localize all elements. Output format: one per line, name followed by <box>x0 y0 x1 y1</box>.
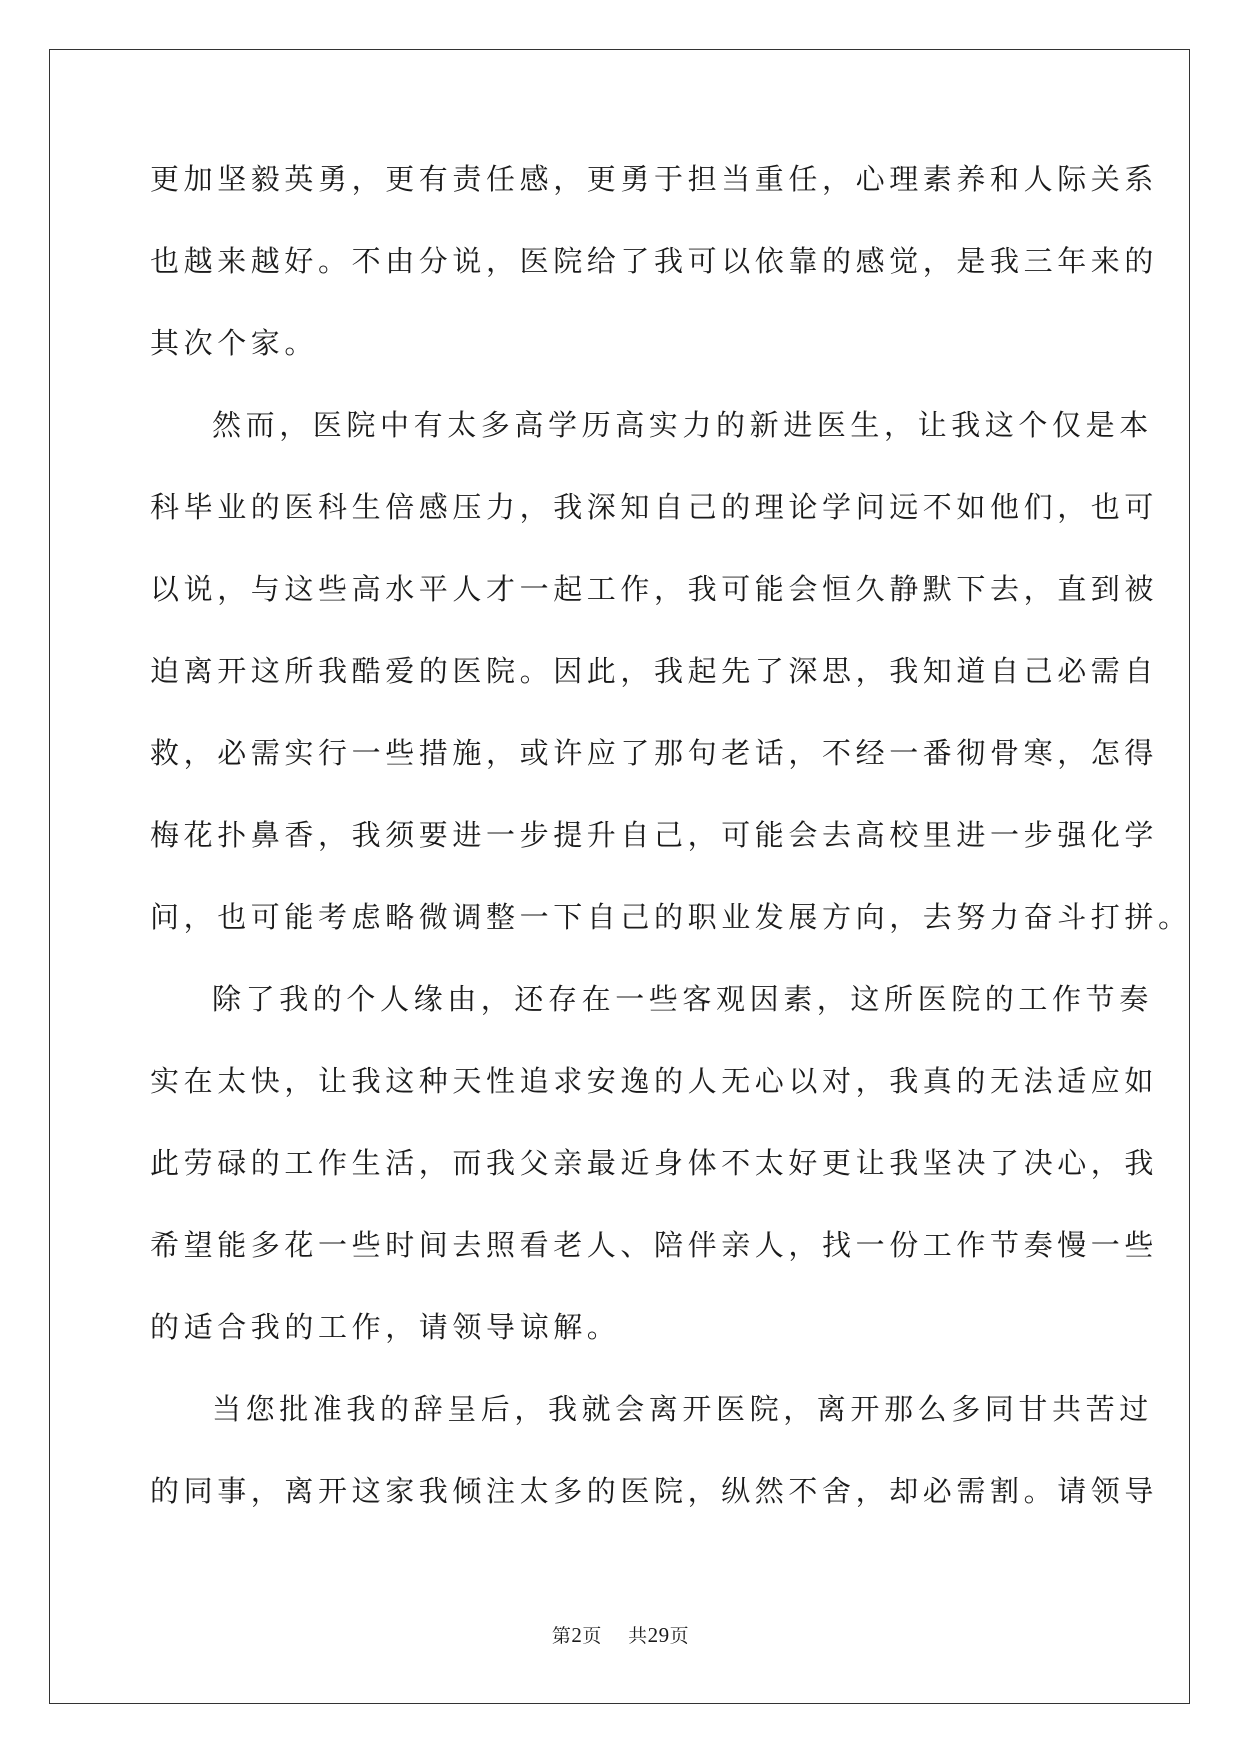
text-line: 以说，与这些高水平人才一起工作，我可能会恒久静默下去，直到被 <box>150 572 1159 606</box>
page-footer <box>0 1621 1241 1648</box>
text-line: 此劳碌的工作生活，而我父亲最近身体不太好更让我坚决了决心，我 <box>150 1146 1159 1180</box>
page-suffix: 页 <box>582 1625 602 1647</box>
text-line: 科毕业的医科生倍感压力，我深知自己的理论学问远不如他们，也可 <box>150 490 1159 524</box>
total-pages-number: 29 <box>647 1623 670 1647</box>
text-line: 问，也可能考虑略微调整一下自己的职业发展方向，去努力奋斗打拼。 <box>150 900 1192 934</box>
text-line: 的同事，离开这家我倾注太多的医院，纵然不舍，却必需割。请领导 <box>150 1474 1159 1508</box>
text-line: 也越来越好。不由分说，医院给了我可以依靠的感觉，是我三年来的 <box>150 244 1159 278</box>
page-prefix: 第 <box>551 1625 572 1647</box>
total-suffix: 页 <box>669 1625 690 1647</box>
current-page-number: 2 <box>571 1623 583 1647</box>
text-line: 梅花扑鼻香，我须要进一步提升自己，可能会去高校里进一步强化学 <box>150 818 1159 852</box>
paragraph-first-line: 当您批准我的辞呈后，我就会离开医院，离开那么多同甘共苦过 <box>212 1392 1153 1426</box>
paragraph-first-line: 然而，医院中有太多高学历高实力的新进医生，让我这个仅是本 <box>212 408 1153 442</box>
text-line: 其次个家。 <box>150 326 319 360</box>
text-line: 实在太快，让我这种天性追求安逸的人无心以对，我真的无法适应如 <box>150 1064 1159 1098</box>
text-line: 的适合我的工作，请领导谅解。 <box>150 1310 621 1344</box>
text-line: 希望能多花一些时间去照看老人、陪伴亲人，找一份工作节奏慢一些 <box>150 1228 1159 1262</box>
text-line: 救，必需实行一些措施，或许应了那句老话，不经一番彻骨寒，怎得 <box>150 736 1159 770</box>
document-body <box>150 160 1192 1554</box>
text-line: 迫离开这所我酷爱的医院。因此，我起先了深思，我知道自己必需自 <box>150 654 1159 688</box>
text-line: 更加坚毅英勇，更有责任感，更勇于担当重任，心理素养和人际关系 <box>150 162 1159 196</box>
paragraph-first-line: 除了我的个人缘由，还存在一些客观因素，这所医院的工作节奏 <box>212 982 1153 1016</box>
total-prefix: 共 <box>628 1625 648 1647</box>
